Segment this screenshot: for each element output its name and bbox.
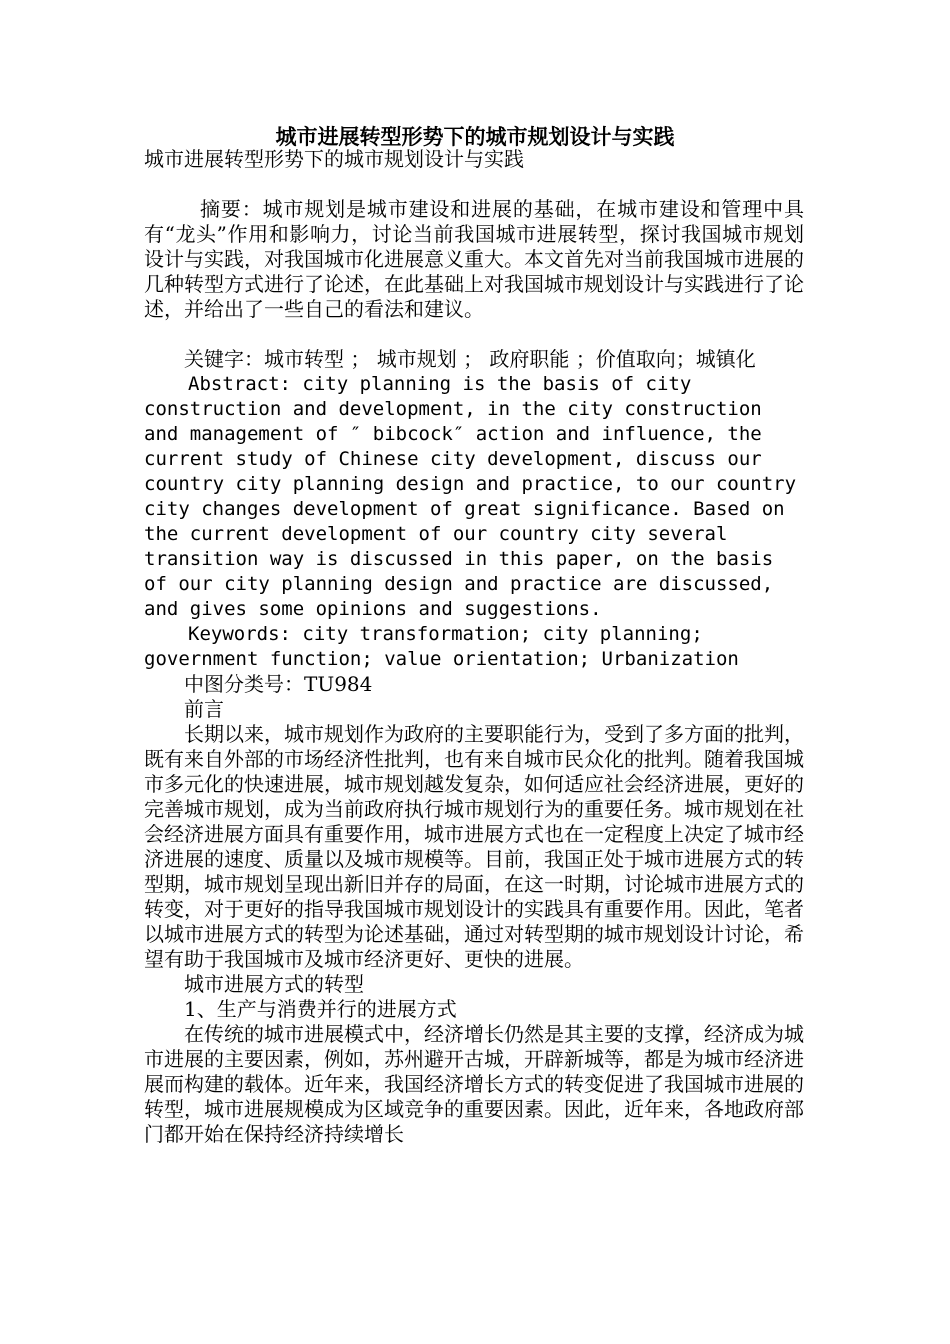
classification-number: 中图分类号：TU984 [184, 672, 373, 696]
document-subtitle: 城市进展转型形势下的城市规划设计与实践 [144, 147, 524, 171]
spacer [144, 172, 804, 197]
keywords-en: Keywords: city transformation; city planning; government function; value orientation; Urbanization [144, 623, 739, 670]
document-title: 城市进展转型形势下的城市规划设计与实践 [275, 124, 675, 149]
preface-heading: 前言 [184, 697, 224, 721]
spacer [144, 322, 804, 347]
abstract-en: Abstract: city planning is the basis of city construction and development, in the city construction and management of ″ bibcock″ action and influence, the current study of Chinese city development, discuss our country city planning design and practice, to our country city changes development of great significance. Based on the current development of our country city several transition way is discussed in this paper, on the basis of our city planning design and practice are discussed, and gives some opinions and suggestions. [144, 373, 797, 620]
section-heading: 城市进展方式的转型 [184, 972, 364, 996]
keywords-cn: 关键字：城市转型 ； 城市规划 ； 政府职能 ；价值取向；城镇化 [184, 347, 756, 371]
subsection-heading: 1、生产与消费并行的进展方式 [184, 997, 457, 1021]
document-body [144, 147, 804, 1147]
abstract-cn: 摘要：城市规划是城市建设和进展的基础，在城市建设和管理中具有“龙头”作用和影响力，讨论当前我国城市进展转型，探讨我国城市规划设计与实践，对我国城市化进展意义重大。本文首先对当前我国城市进展的几种转型方式进行了论述，在此基础上对我国城市规划设计与实践进行了论述，并给出了一些自己的看法和建议。 [144, 197, 804, 321]
preface-paragraph: 长期以来，城市规划作为政府的主要职能行为，受到了多方面的批判，既有来自外部的市场经济性批判，也有来自城市民众化的批判。随着我国城市多元化的快速进展，城市规划越发复杂，如何适应社会经济进展，更好的完善城市规划，成为当前政府执行城市规划行为的重要任务。城市规划在社会经济进展方面具有重要作用，城市进展方式也在一定程度上决定了城市经济进展的速度、质量以及城市规模等。目前，我国正处于城市进展方式的转型期，城市规划呈现出新旧并存的局面，在这一时期，讨论城市进展方式的转变，对于更好的指导我国城市规划设计的实践具有重要作用。因此，笔者以城市进展方式的转型为论述基础，通过对转型期的城市规划设计讨论，希望有助于我国城市及城市经济更好、更快的进展。 [144, 722, 804, 971]
subsection-paragraph: 在传统的城市进展模式中，经济增长仍然是其主要的支撑，经济成为城市进展的主要因素，例如，苏州避开古城，开辟新城等，都是为城市经济进展而构建的载体。近年来，我国经济增长方式的转变促进了我国城市进展的转型，城市进展规模成为区域竞争的重要因素。因此，近年来，各地政府部门都开始在保持经济持续增长 [144, 1022, 804, 1146]
